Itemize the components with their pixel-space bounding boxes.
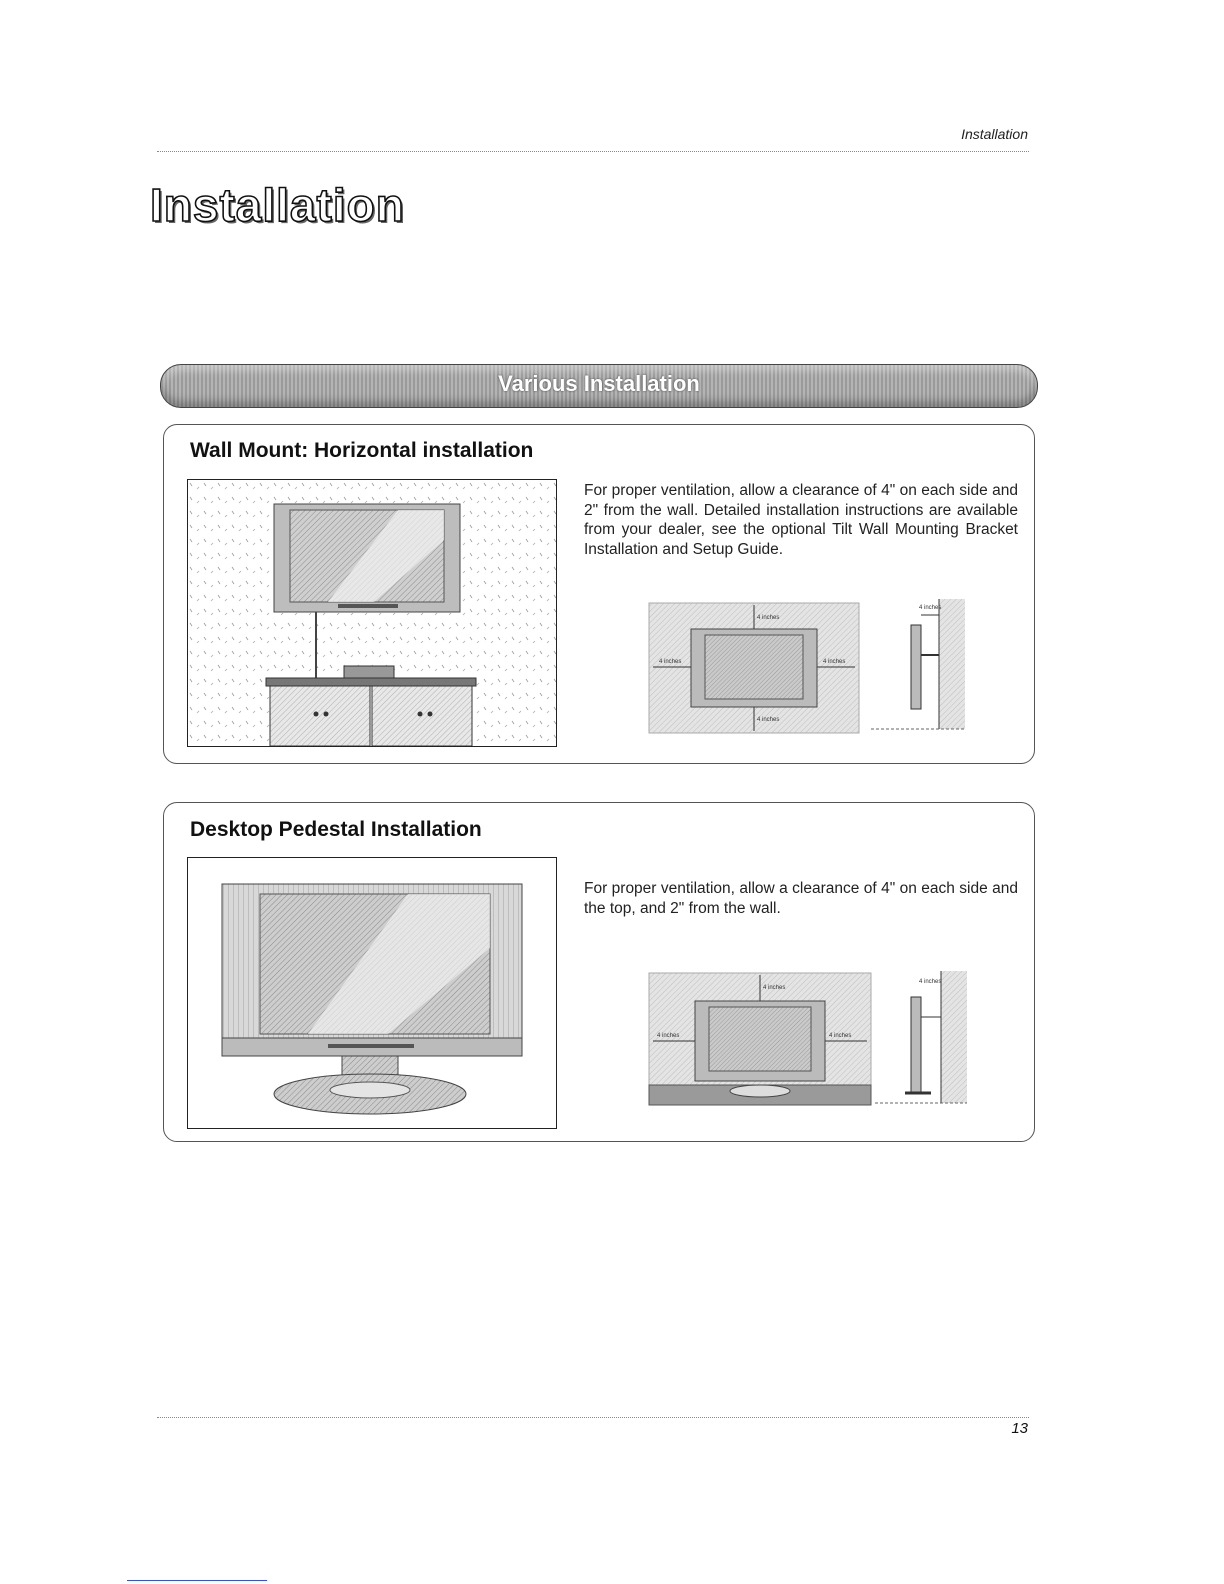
bottom-clearance-label: 4 inches bbox=[757, 717, 780, 723]
wall-mount-title: Wall Mount: Horizontal installation bbox=[190, 439, 534, 462]
desktop-pedestal-text: For proper ventilation, allow a clearance of 4" on each side and the top, and 2" from the wall. bbox=[584, 880, 1018, 917]
wall-mount-clearance-diagram bbox=[649, 595, 969, 737]
desktop-pedestal-panel bbox=[163, 802, 1035, 1142]
desktop-top-clearance-label: 4 inches bbox=[763, 985, 786, 991]
section-banner bbox=[160, 364, 1038, 408]
left-clearance-label: 4 inches bbox=[659, 659, 682, 665]
desktop-right-clearance-label: 4 inches bbox=[829, 1033, 852, 1039]
right-clearance-label: 4 inches bbox=[823, 659, 846, 665]
side-clearance-label: 4 inches bbox=[919, 605, 942, 611]
desktop-pedestal-title: Desktop Pedestal Installation bbox=[190, 818, 482, 841]
footer-rule bbox=[157, 1417, 1029, 1418]
desktop-clearance-diagram bbox=[649, 967, 969, 1109]
header-rule bbox=[157, 151, 1029, 152]
running-head: Installation bbox=[961, 126, 1028, 142]
wall-mount-tv-illustration bbox=[188, 480, 556, 746]
desktop-tv-illustration bbox=[188, 858, 556, 1128]
wall-mount-text: For proper ventilation, allow a clearance of 4" on each side and 2" from the wall. Detailed installation instructions are available from your dealer, see the optional Tilt Wall Mounting Bracket Installation and Setup Guide. bbox=[584, 482, 1018, 559]
wall-mount-panel bbox=[163, 424, 1035, 764]
desktop-left-clearance-label: 4 inches bbox=[657, 1033, 680, 1039]
top-clearance-label: 4 inches bbox=[757, 615, 780, 621]
section-banner-label: Various Installation bbox=[498, 371, 700, 396]
page-title: Installation bbox=[150, 179, 405, 231]
desktop-side-clearance-label: 4 inches bbox=[919, 979, 942, 985]
wall-mount-illustration bbox=[187, 479, 557, 747]
page-number: 13 bbox=[1011, 1420, 1028, 1437]
desktop-pedestal-illustration bbox=[187, 857, 557, 1129]
footer-link-rule bbox=[127, 1580, 267, 1581]
